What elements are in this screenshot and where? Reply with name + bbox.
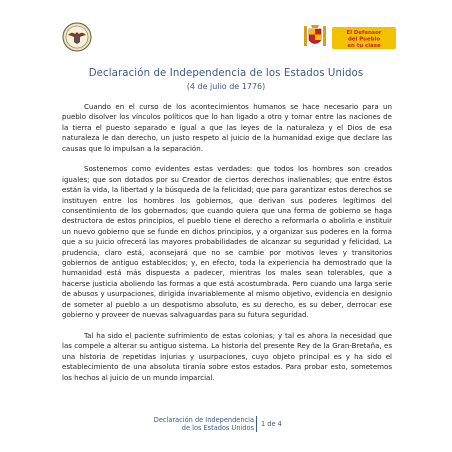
footer-title-line-1: Declaración de Independencia (153, 416, 254, 424)
document-title: Declaración de Independencia de los Estados Unidos (88, 68, 364, 79)
document-body (62, 102, 392, 393)
footer-divider (256, 416, 257, 432)
defensor-del-pueblo-logo (332, 27, 396, 49)
paragraph: Sostenemos como evidentes estas verdades: que todos los hombres son creados iguales; que son dotados por su Creador de ciertos derechos inalienables; que entre éstos están la vida, la libertad y la búsqueda de la felicidad; que para garantizar estos derechos se instituyen entre los hombres los gobiernos, que derivan sus poderes legítimos del consentimiento de los gobernados; que cuando quiera que una forma de gobierno se haga destructora de estos principios, el pueblo tiene el derecho a reformarla o abolirla e instituir un nuevo gobierno que se funde en dichos principios, y a organizar sus poderes en la forma que a su juicio ofrecerá las mayores probabilidades de alcanzar su seguridad y felicidad. La prudencia, claro está, aconsejará que no se cambie por motivos leves y transitorios gobiernos de antiguo establecidos; y, en efecto, toda la experiencia ha demostrado que la humanidad está más dispuesta a padecer, mientras los males sean tolerables, que a hacerse justicia aboliendo las formas a que está acostumbrada. Pero cuando una larga serie de abusos y usurpaciones, dirigida invariablemente al mismo objetivo, evidencia en designio de someter al pueblo a un despotismo absoluto, es su derecho, es su deber, derrocar ese gobierno y proveer de nuevas salvaguardas para su futura seguridad. (62, 164, 392, 320)
footer-title-line-2: de los Estados Unidos (181, 424, 254, 432)
paragraph: Tal ha sido el paciente sufrimiento de estas colonias; y tal es ahora la necesidad que las compele a alterar su antiguo sistema. La historia del presente Rey de la Gran-Bretaña, es una historia de repetidas injurias y usurpaciones, cuyo objeto principal es y ha sido el establecimiento de una absoluta tiranía sobre estos estados. Para probar esto, sometemos los hechos al juicio de un mundo imparcial. (62, 330, 392, 382)
footer-doc-title (154, 416, 254, 432)
document-date: (4 de julio de 1776) (186, 82, 266, 91)
svg-text:El Defensor: El Defensor (346, 30, 382, 36)
us-great-seal-icon (62, 22, 92, 52)
svg-text:del Pueblo: del Pueblo (347, 36, 381, 43)
svg-text:en tu clase: en tu clase (347, 43, 381, 49)
page-number: 1 de 4 (261, 420, 282, 428)
spain-coat-of-arms-icon (300, 22, 330, 52)
paragraph: Cuando en el curso de los acontecimientos humanos se hace necesario para un pueblo disolver los vínculos políticos que lo han ligado a otro y tomar entre las naciones de la tierra el puesto separado e igual a que las leyes de la naturaleza y el Dios de esa naturaleza le dan derecho, un justo respeto al juicio de la humanidad exige que declare las causas que lo impulsan a la separación. (62, 102, 392, 153)
